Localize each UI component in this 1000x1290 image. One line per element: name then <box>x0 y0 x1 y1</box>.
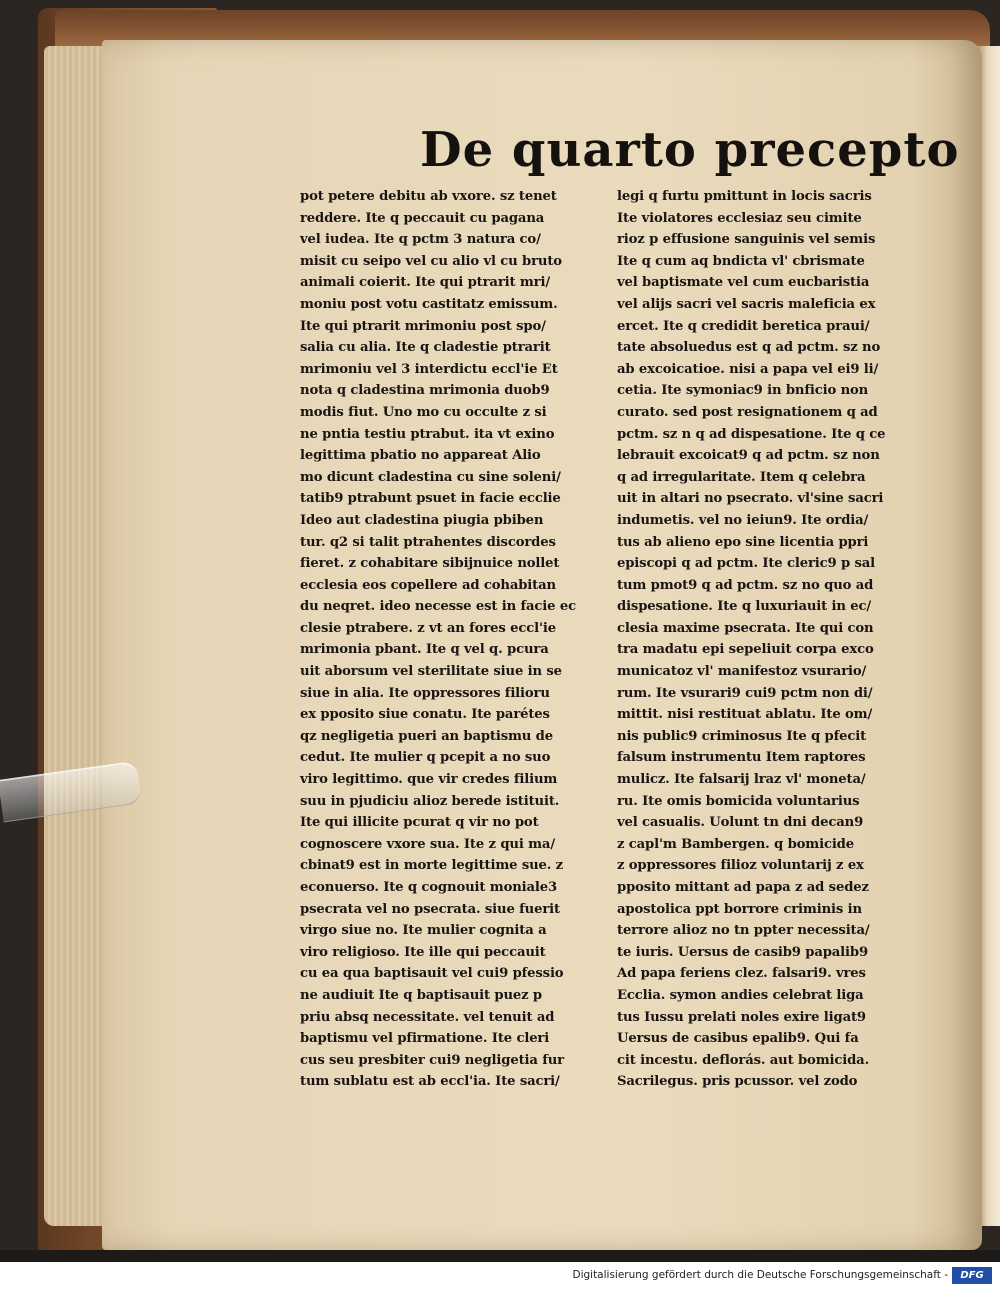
text-line: episcopi q ad pctm. Ite cleric9 p sal <box>617 556 876 572</box>
digitization-footer <box>0 1262 1000 1290</box>
text-line: mittit. nisi restituat ablatu. Ite om/ <box>617 707 873 723</box>
text-line: rum. Ite vsurari9 cui9 pctm non di/ <box>617 685 873 701</box>
text-line: te iuris. Uersus de casib9 papalib9 <box>617 944 868 960</box>
text-line: vel alijs sacri vel sacris maleficia ex <box>617 296 876 312</box>
text-line: virgo siue no. Ite mulier cognita a <box>300 923 547 939</box>
text-line: vel baptismate vel cum eucbaristia <box>617 275 870 291</box>
text-line: pctm. sz n q ad dispesatione. Ite q ce <box>617 426 886 442</box>
text-line: ecclesia eos copellere ad cohabitan <box>300 577 556 593</box>
text-line: moniu post votu castitatz emissum. <box>300 296 558 312</box>
text-line: mulicz. Ite falsarij lraz vl' moneta/ <box>617 772 866 788</box>
text-line: Ite violatores ecclesiaz seu cimite <box>617 210 862 226</box>
text-line: clesie ptrabere. z vt an fores eccl'ie <box>300 620 556 636</box>
text-line: legittima pbatio no appareat Alio <box>300 448 541 464</box>
text-line: uit aborsum vel sterilitate siue in se <box>300 664 562 680</box>
text-line: suu in pjudiciu alioz berede istituit. <box>300 793 560 809</box>
text-line: clesia maxime psecrata. Ite qui con <box>617 620 874 636</box>
text-line: cedut. Ite mulier q pcepit a no suo <box>300 750 551 766</box>
text-line: reddere. Ite q peccauit cu pagana <box>300 210 545 226</box>
text-line: pposito mittant ad papa z ad sedez <box>617 880 869 895</box>
text-line: tus ab alieno epo sine licentia ppri <box>617 534 869 550</box>
text-line: viro legittimo. que vir credes filium <box>300 772 558 788</box>
text-line: du neqret. ideo necesse est in facie ec <box>300 599 576 615</box>
text-line: Ite q cum aq bndicta vl' cbrismate <box>617 253 865 269</box>
text-line: animali coierit. Ite qui ptrarit mri/ <box>300 275 550 291</box>
text-line: Ite qui illicite pcurat q vir no pot <box>300 815 539 831</box>
text-line: Ite qui ptrarit mrimoniu post spo/ <box>300 318 546 334</box>
text-line: Ad papa feriens clez. falsari9. vres <box>617 966 866 982</box>
text-line: tatib9 ptrabunt psuet in facie ecclie <box>300 491 561 507</box>
text-line: modis fiut. Uno mo cu occulte z si <box>300 404 547 420</box>
text-line: salia cu alia. Ite q cladestie ptrarit <box>300 340 551 356</box>
text-line: ab excoicatioe. nisi a papa vel ei9 li/ <box>617 361 879 377</box>
text-line: mo dicunt cladestina cu sine soleni/ <box>300 469 561 485</box>
text-line: lebrauit excoicat9 q ad pctm. sz non <box>617 448 880 464</box>
text-line: apostolica ppt borrore criminis in <box>617 901 862 917</box>
text-line: Sacrilegus. pris pcussor. vel zodo <box>617 1074 858 1090</box>
text-line: baptismu vel pfirmatione. Ite cleri <box>300 1031 550 1047</box>
text-line: ru. Ite omis bomicida voluntarius <box>617 793 860 809</box>
text-line: econuerso. Ite q cognouit moniale3 <box>300 880 558 895</box>
text-line: Ecclia. symon andies celebrat liga <box>617 987 864 1003</box>
text-line: qz negligetia pueri an baptismu de <box>300 728 553 744</box>
right-text-column <box>617 186 929 1093</box>
text-line: ex pposito siue conatu. Ite parétes <box>300 707 550 723</box>
text-line: cognoscere vxore sua. Ite z qui ma/ <box>300 836 555 852</box>
text-line: nis public9 criminosus Ite q pfecit <box>617 728 867 744</box>
text-line: rioz p effusione sanguinis vel semis <box>617 232 876 248</box>
text-line: municatoz vl' manifestoz vsurario/ <box>617 664 867 680</box>
text-line: mrimonia pbant. Ite q vel q. pcura <box>300 642 549 658</box>
text-line: Uersus de casibus epalib9. Qui fa <box>617 1031 859 1047</box>
text-line: nota q cladestina mrimonia duob9 <box>300 383 550 399</box>
text-line: cus seu presbiter cui9 negligetia fur <box>300 1052 564 1068</box>
text-line: tur. q2 si talit ptrahentes discordes <box>300 534 556 550</box>
page-heading: De quarto precepto <box>420 122 960 178</box>
dfg-logo: DFG <box>952 1267 992 1284</box>
text-line: viro religioso. Ite ille qui peccauit <box>300 944 546 960</box>
text-line: cbinat9 est in morte legittime sue. z <box>300 858 563 874</box>
text-line: tra madatu epi sepeliuit corpa exco <box>617 642 874 658</box>
text-line: uit in altari no psecrato. vl'sine sacri <box>617 491 884 507</box>
text-line: indumetis. vel no ieiun9. Ite ordia/ <box>617 512 869 528</box>
text-line: cetia. Ite symoniac9 in bnficio non <box>617 383 869 399</box>
text-line: q ad irregularitate. Item q celebra <box>617 469 866 485</box>
text-line: psecrata vel no psecrata. siue fuerit <box>300 901 560 917</box>
text-line: fieret. z cohabitare sibijnuice nollet <box>300 556 560 572</box>
text-line: ercet. Ite q credidit beretica praui/ <box>617 318 870 334</box>
text-line: z capl'm Bambergen. q bomicide <box>617 836 854 852</box>
text-line: legi q furtu pmittunt in locis sacris <box>617 189 872 204</box>
text-line: priu absq necessitate. vel tenuit ad <box>300 1009 555 1025</box>
text-line: Ideo aut cladestina piugia pbiben <box>300 512 544 528</box>
text-line: ne pntia testiu ptrabut. ita vt exino <box>300 426 555 442</box>
text-line: dispesatione. Ite q luxuriauit in ec/ <box>617 599 872 615</box>
text-line: ne audiuit Ite q baptisauit puez p <box>300 987 543 1003</box>
text-line: curato. sed post resignationem q ad <box>617 404 878 420</box>
text-line: tus Iussu prelati noles exire ligat9 <box>617 1009 866 1025</box>
text-line: terrore alioz no tn ppter necessita/ <box>617 923 870 939</box>
text-line: vel iudea. Ite q pctm 3 natura co/ <box>300 232 541 248</box>
text-line: tum pmot9 q ad pctm. sz no quo ad <box>617 577 874 593</box>
left-text-column <box>300 186 612 1093</box>
text-line: tate absoluedus est q ad pctm. sz no <box>617 340 881 356</box>
text-line: pot petere debitu ab vxore. sz tenet <box>300 189 557 204</box>
text-line: falsum instrumentu Item raptores <box>617 750 866 766</box>
text-line: siue in alia. Ite oppressores filioru <box>300 685 550 701</box>
text-line: vel casualis. Uolunt tn dni decan9 <box>617 815 864 831</box>
funding-credit-text: Digitalisierung gefördert durch die Deutsche Forschungsgemeinschaft - <box>572 1269 948 1281</box>
text-line: z oppressores filioz voluntarij z ex <box>617 858 864 874</box>
text-line: mrimoniu vel 3 interdictu eccl'ie Et <box>300 361 558 377</box>
text-line: cu ea qua baptisauit vel cui9 pfessio <box>300 966 564 982</box>
text-line: misit cu seipo vel cu alio vl cu bruto <box>300 253 562 269</box>
text-line: cit incestu. deflorás. aut bomicida. <box>617 1052 870 1068</box>
text-line: tum sublatu est ab eccl'ia. Ite sacri/ <box>300 1074 560 1090</box>
